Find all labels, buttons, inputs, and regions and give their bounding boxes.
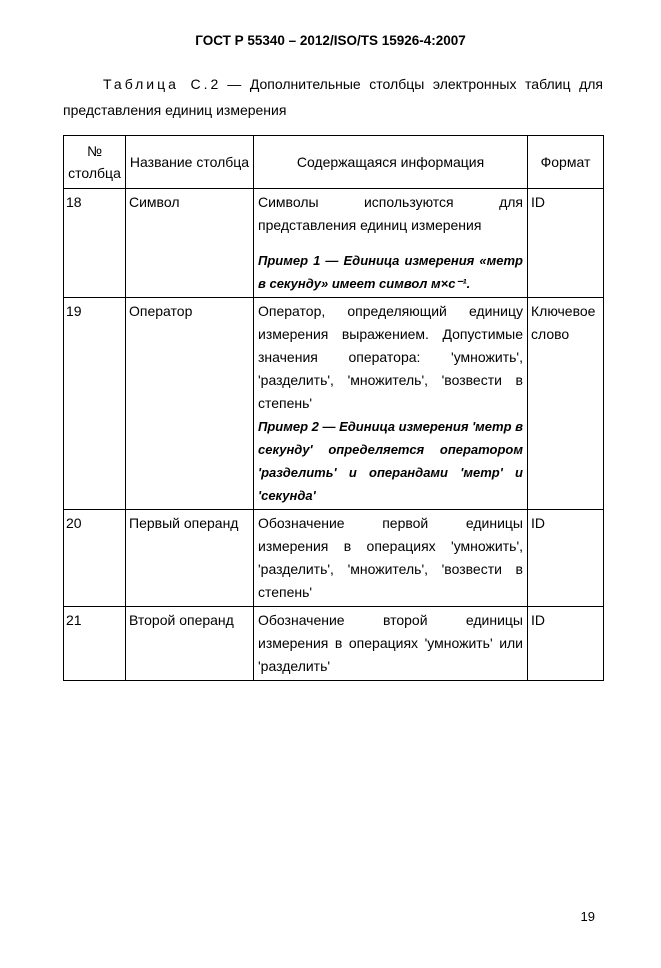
table-row: [64, 510, 604, 607]
cell-info: [254, 607, 528, 681]
cell-column-name: Второй операнд: [126, 607, 254, 681]
info-text: Символы используются для представления единиц измерения: [258, 194, 523, 233]
cell-info: [254, 510, 528, 607]
example-text: Пример 2 — Единица измерения 'метр в секунду' определяется оператором 'разделить' и операндами 'метр' и 'секунда': [258, 419, 523, 503]
units-table: [63, 135, 604, 681]
table-caption-text: — Дополнительные столбцы электронных таблиц для представления единиц измерения: [63, 76, 603, 118]
info-text: Оператор, определяющий единицу измерения выражением. Допустимые значения оператора: 'умножить', 'разделить', 'множитель', 'возвести в степень': [258, 303, 523, 411]
table-row: [64, 298, 604, 510]
cell-format: ID: [528, 510, 604, 607]
cell-format: ID: [528, 189, 604, 298]
table-row: [64, 189, 604, 298]
column-header-format: Формат: [528, 136, 604, 189]
cell-column-number: 20: [64, 510, 126, 607]
example-text: Пример 1 — Единица измерения «метр в секунду» имеет символ м×с⁻¹.: [258, 253, 523, 291]
cell-column-name: Первый операнд: [126, 510, 254, 607]
page-number: 19: [580, 909, 595, 924]
cell-format: ID: [528, 607, 604, 681]
table-caption: [63, 71, 603, 123]
cell-format: Ключевое слово: [528, 298, 604, 510]
table-header-row: [64, 136, 604, 189]
cell-column-name: Оператор: [126, 298, 254, 510]
info-text: Обозначение первой единицы измерения в операциях 'умножить', 'разделить', 'множитель', 'возвести в степень': [258, 515, 523, 600]
table-caption-label: Таблица С.2: [103, 76, 222, 92]
column-header-name: Название столбца: [126, 136, 254, 189]
column-header-info: Содержащаяся информация: [254, 136, 528, 189]
cell-column-name: Символ: [126, 189, 254, 298]
table-row: [64, 607, 604, 681]
column-header-number: № столбца: [64, 136, 126, 189]
cell-column-number: 18: [64, 189, 126, 298]
cell-column-number: 21: [64, 607, 126, 681]
document-header: ГОСТ Р 55340 – 2012/ISO/TS 15926-4:2007: [195, 33, 466, 48]
cell-column-number: 19: [64, 298, 126, 510]
cell-info: [254, 189, 528, 298]
info-text: Обозначение второй единицы измерения в операциях 'умножить' или 'разделить': [258, 612, 523, 674]
cell-info: [254, 298, 528, 510]
